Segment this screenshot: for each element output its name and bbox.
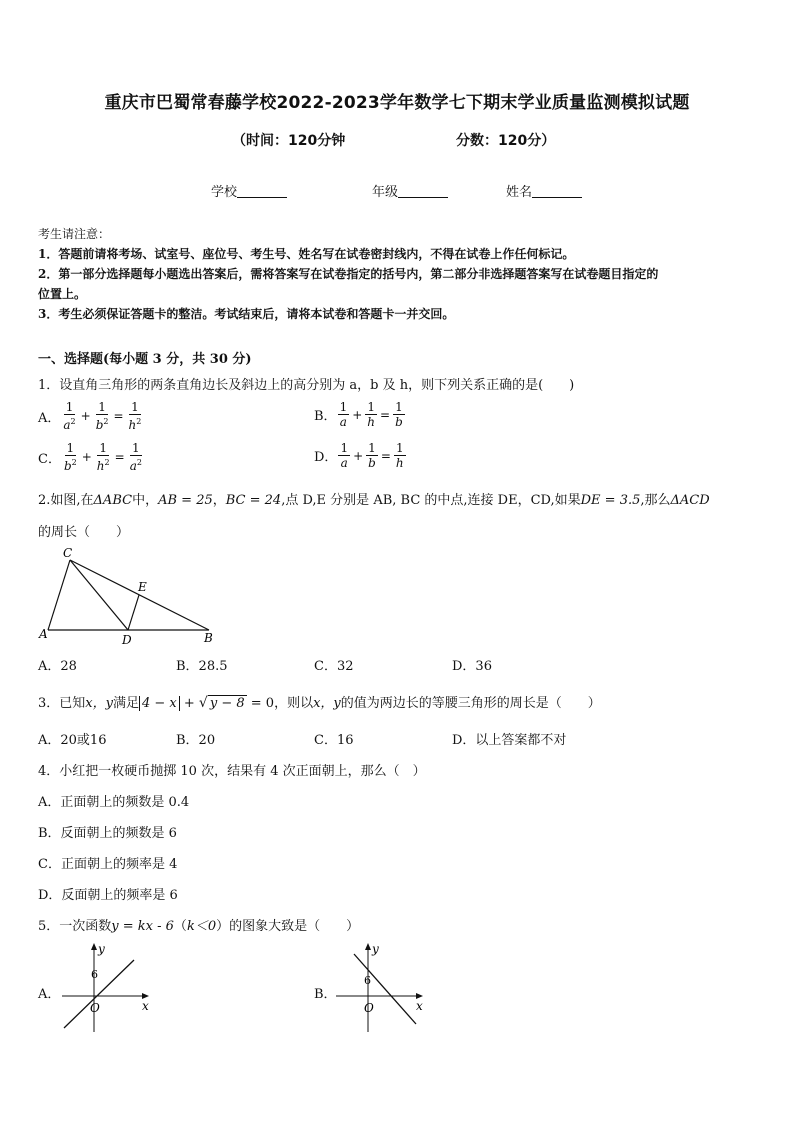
- fraction: $\frac{1}{h^2}$: [128, 400, 142, 432]
- q1-option-label: A．: [38, 410, 61, 426]
- q1-option-b[interactable]: B． $\frac{1}{a}$ + $\frac{1}{h}$ = $\frac{1}{b}$: [314, 400, 403, 429]
- arrow-icon: [91, 943, 97, 950]
- arrow-icon: [365, 943, 371, 950]
- section-choice-title: 一、选择题(每小题 3 分，共 30 分): [38, 352, 252, 367]
- grade-field[interactable]: [372, 181, 448, 200]
- notice-item: 1．答题前请将考场、试室号、座位号、考生号、姓名写在试卷密封线内，不得在试卷上作任何标记。: [38, 247, 575, 261]
- segment-cb: [70, 560, 209, 630]
- question-3-stem: 3．已知x，y满足 4 − x + √ y − 8 = 0，则以x，y的值为两边长的等腰三角形的周长是（ ）: [38, 695, 601, 711]
- fraction: $\frac{1}{a}$: [340, 441, 349, 470]
- fraction: $\frac{1}{h}$: [395, 441, 404, 470]
- fraction: $\frac{1}{a^2}$: [63, 400, 76, 432]
- label-a: A: [39, 627, 48, 641]
- label-d: D: [122, 633, 132, 647]
- grade-label: 年级: [372, 185, 399, 200]
- question-4-stem: 4．小红把一枚硬币抛掷 10 次，结果有 4 次正面朝上，那么（ ）: [38, 764, 426, 779]
- q3-option-b[interactable]: B．20: [176, 733, 216, 748]
- function-line: [64, 960, 134, 1028]
- question-5-stem: 5．一次函数y = kx - 6（k＜0）的图象大致是（ ）: [38, 919, 360, 934]
- segment-ac: [48, 560, 70, 630]
- intercept-label: 6: [364, 974, 371, 987]
- notice-item: 位置上。: [38, 287, 87, 301]
- question-2-stem-line2: 的周长（ ）: [38, 525, 130, 540]
- grade-blank[interactable]: [398, 185, 448, 198]
- q5-graph-b[interactable]: [332, 940, 428, 1036]
- name-blank[interactable]: [532, 185, 582, 198]
- q5-graph-a[interactable]: [58, 940, 154, 1036]
- y-axis-label: y: [98, 942, 105, 956]
- q4-option-a[interactable]: A．正面朝上的频数是 0.4: [38, 795, 190, 810]
- q2-triangle-figure: [36, 544, 222, 648]
- q4-option-b[interactable]: B．反面朝上的频数是 6: [38, 826, 177, 841]
- origin-label: O: [90, 1001, 100, 1015]
- q4-option-c[interactable]: C．正面朝上的频率是 4: [38, 857, 178, 872]
- name-label: 姓名: [506, 185, 533, 200]
- notice-heading: 考生请注意：: [38, 227, 111, 241]
- school-label: 学校: [211, 185, 238, 200]
- fraction: $\frac{1}{h^2}$: [96, 441, 110, 473]
- intercept-label: 6: [91, 968, 98, 981]
- fraction: $\frac{1}{h}$: [367, 400, 375, 429]
- name-field[interactable]: [506, 181, 582, 200]
- school-blank[interactable]: [237, 185, 287, 198]
- fraction: $\frac{1}{b^2}$: [95, 400, 109, 432]
- q1-option-d[interactable]: D． $\frac{1}{a}$ + $\frac{1}{b}$ = $\frac{1}{h}$: [314, 441, 404, 470]
- segment-cd: [70, 560, 128, 630]
- fraction: $\frac{1}{b}$: [368, 441, 376, 470]
- q2-option-d[interactable]: D．36: [452, 659, 492, 674]
- q1-option-c[interactable]: C． $\frac{1}{b^2}$ + $\frac{1}{h^2}$ = $\frac{1}{a^2}$: [38, 441, 142, 473]
- q2-option-c[interactable]: C．32: [314, 659, 354, 674]
- y-axis-label: y: [372, 942, 379, 956]
- exam-score: 分数：120分）: [456, 133, 556, 149]
- notice-block: [38, 224, 760, 324]
- q2-option-b[interactable]: B．28.5: [176, 659, 228, 674]
- fraction: $\frac{1}{b^2}$: [63, 441, 77, 473]
- fraction: $\frac{1}{b}$: [395, 400, 403, 429]
- label-e: E: [138, 580, 147, 594]
- school-field[interactable]: [211, 181, 287, 200]
- fraction: $\frac{1}{a}$: [339, 400, 348, 429]
- x-axis-label: x: [142, 999, 149, 1013]
- question-1-stem: 1．设直角三角形的两条直角边长及斜边上的高分别为 a，b 及 h，则下列关系正确的是( ): [38, 378, 575, 393]
- q5-option-a-label[interactable]: A．: [38, 987, 61, 1002]
- exam-time: （时间：120分钟: [232, 133, 346, 149]
- page-title: 重庆市巴蜀常春藤学校2022-2023学年数学七下期末学业质量监测模拟试题: [104, 93, 690, 113]
- q1-option-label: C．: [38, 451, 61, 467]
- q3-option-a[interactable]: A．20或16: [38, 733, 107, 748]
- q1-option-label: D．: [314, 450, 338, 465]
- question-2-stem: 2.如图,在ΔABC中，AB = 25，BC = 24,点 D,E 分别是 AB, BC 的中点,连接 DE，CD,如果DE = 3.5,那么ΔACD: [38, 493, 710, 508]
- segment-de: [128, 595, 139, 630]
- q4-option-d[interactable]: D．反面朝上的频率是 6: [38, 888, 178, 903]
- fraction: $\frac{1}{a^2}$: [129, 441, 142, 473]
- q5-option-b-label[interactable]: B．: [314, 987, 337, 1002]
- q3-option-d[interactable]: D．以上答案都不对: [452, 733, 567, 748]
- q3-option-c[interactable]: C．16: [314, 733, 354, 748]
- x-axis-label: x: [416, 999, 423, 1013]
- label-b: B: [204, 631, 213, 645]
- notice-item: 3．考生必须保证答题卡的整洁。考试结束后，请将本试卷和答题卡一并交回。: [38, 307, 455, 321]
- q1-option-label: B．: [314, 409, 337, 424]
- notice-item: 2．第一部分选择题每小题选出答案后，需将答案写在试卷指定的括号内，第二部分非选择题答案写在试卷题目指定的: [38, 267, 659, 281]
- origin-label: O: [364, 1001, 374, 1015]
- q1-option-a[interactable]: A． $\frac{1}{a^2}$ + $\frac{1}{b^2}$ = $\frac{1}{h^2}$: [38, 400, 142, 432]
- label-c: C: [63, 546, 73, 560]
- q2-option-a[interactable]: A．28: [38, 659, 77, 674]
